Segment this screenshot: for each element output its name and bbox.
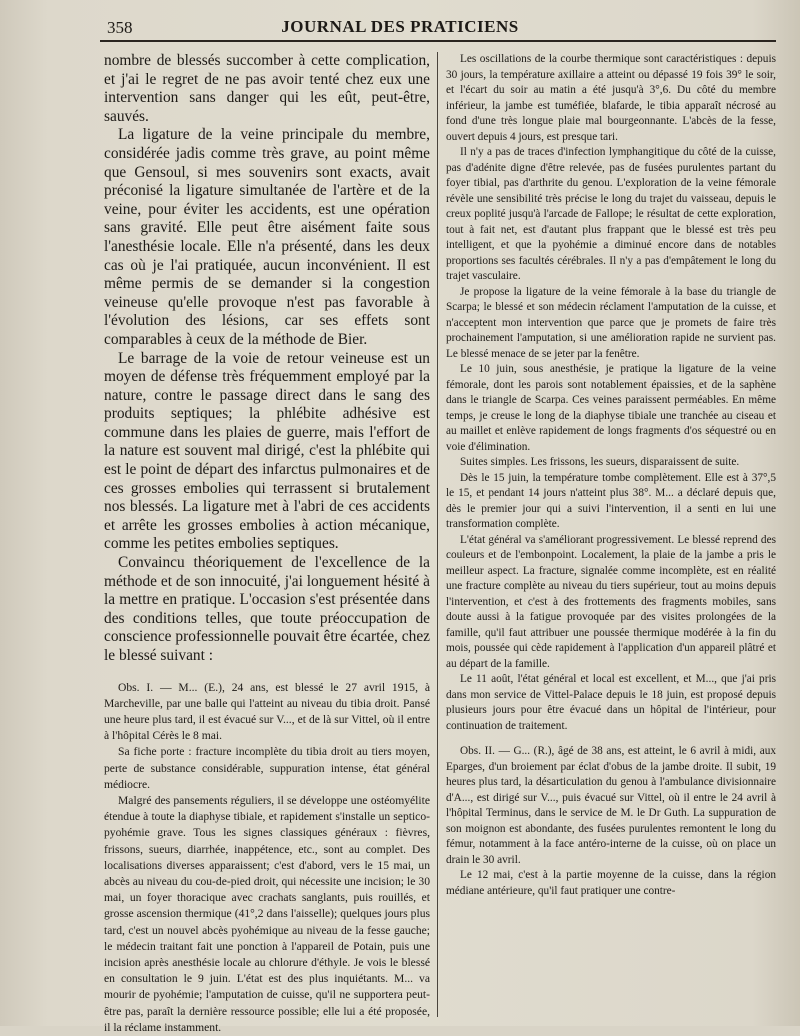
column-divider xyxy=(437,52,438,1017)
observation-paragraph: Malgré des pansements réguliers, il se développe une ostéomyélite étendue à toute la diaphyse tibiale, et rapidement s'installe un septico-pyohémie grave. Tous les signes classiques généraux : fièvres, frissons, sueurs, diarrhée, inappétence, etc., sont au complet. Des localisations diverses apparaissent; c'est d'abord, vers le 15 mai, un abcès au niveau du cou-de-pied droit, qui nécessite une incision; le 30 mai, un foyer thoracique avec crachats sanglants, puis rouillés, et grosse ascension thermique (41°,2 dans l'aisselle); quelques jours plus tard, c'est un nouvel abcès pyohémique au niveau de la fesse gauche; le médecin traitant fait une ponction à l'appareil de Potain, puis une incision après anesthésie locale au chlorure d'éthyle. Je vois le blessé en consultation le 9 juin. L'état est des plus inquiétants. M... va mourir de pyohémie; l'amputation de cuisse, qu'il ne supportera peut-être pas, paraît la dernière ressource possible; elle lui a été proposée, il la réclame instamment. xyxy=(104,794,430,1034)
observation-paragraph: Je propose la ligature de la veine fémorale à la base du triangle de Scarpa; le blessé et son médecin réclament l'amputation de la cuisse, et n'acceptent mon intervention que parce que je promets de faire très prochainement l'amputation, si une amélioration rapide ne survient pas. Le blessé menace de se jeter par la fenêtre. xyxy=(446,285,776,360)
spacer xyxy=(104,666,430,680)
body-paragraph: La ligature de la veine principale du membre, considérée jadis comme très grave, au point même que Gensoul, si mes souvenirs sont exacts, avait préconisé la ligature simultanée de l'artère et de la veine, pour éviter les accidents, est une opération sans gravité. Elle peut être aisément faite sous l'anesthésie locale. Elle n'a présenté, dans les deux cas où je l'ai pratiquée, aucun inconvénient. Il est même permis de se demander si la congestion veineuse qu'elle provoque n'est pas favorable à l'évolution des lésions, car ses effets sont comparables à ceux de la méthode de Bier. xyxy=(104,126,430,348)
observation-paragraph: Suites simples. Les frissons, les sueurs, disparaissent de suite. xyxy=(460,456,740,468)
body-paragraph: Convaincu théoriquement de l'excellence de la méthode et de son innocuité, j'ai longuement hésité à la mettre en pratique. L'occasion s'est présentée dans des conditions telles, que toute préoccupation de conscience professionnelle pouvait être écartée, chez le blessé suivant : xyxy=(104,554,430,664)
observation-paragraph: Obs. II. — G... (R.), âgé de 38 ans, est atteint, le 6 avril à midi, aux Eparges, d'un broiement par éclat d'obus de la jambe droite. Il subit, 19 heures plus tard, la désarticulation du genou à l'ambulance divisionnaire d'A..., est dirigé sur V..., puis évacué sur Vittel, où il entre le 24 avril à l'hôpital Terminus, dans le service de M. le Dr Guth. La suppuration de son moignon est abondante, des fusées purulentes remontent le long du fémur, notamment à la face antéro-interne de la cuisse, où on place un drain le 30 avril. xyxy=(446,745,776,866)
observation-paragraph: L'état général va s'améliorant progressivement. Le blessé reprend des couleurs et de l'embonpoint. Localement, la plaie de la jambe a pris le meilleur aspect. La fracture, signalée comme incomplète, est en réalité une fracture complète au niveau du tiers supérieur, tout au moins depuis l'intervention, et c'est à des frottements des fragments mobiles, sans doute aussi à la fatigue provoquée par des visites prolongées de la famille, qu'il faut attribuer une poussée thermique modérée à la fin du mois, poussée qui cède rapidement à l'application d'un appareil plâtré et au départ de la famille. xyxy=(446,533,776,670)
observation-paragraph: Dès le 15 juin, la température tombe complètement. Elle est à 37°,5 le 15, et pendant 14 jours n'atteint plus 38°. M... a déclaré depuis que, dès le premier jour qui a suivi l'intervention, il a senti en lui une transformation complète. xyxy=(446,471,776,530)
left-column xyxy=(104,52,430,1034)
observation-paragraph: Sa fiche porte : fracture incomplète du tibia droit au tiers moyen, perte de substance considérable, suppuration intense, état général médiocre. xyxy=(104,745,430,791)
page-number: 358 xyxy=(107,18,133,37)
observation-paragraph: Obs. I. — M... (E.), 24 ans, est blessé le 27 avril 1915, à Marcheville, par une balle qui l'atteint au niveau du tibia droit. Pansé une heure plus tard, il est évacué sur V..., et de là sur Vittel, où il entre à l'hôpital Cérès le 8 mai. xyxy=(104,680,430,743)
spacer xyxy=(446,734,776,744)
page-header xyxy=(0,14,800,40)
observation-paragraph: Le 12 mai, c'est à la partie moyenne de la cuisse, dans la région médiane antérieure, qu'il faut pratiquer une contre- xyxy=(446,869,776,897)
body-paragraph: nombre de blessés succomber à cette complication, et j'ai le regret de ne pas avoir tenté chez eux une intervention sans danger qui les eût, peut-être, sauvés. xyxy=(104,52,430,125)
body-paragraph: Le barrage de la voie de retour veineuse est un moyen de défense très fréquemment employé par la nature, contre le passage direct dans le sang des produits septiques; la phlébite adhésive est commune dans les plaies de guerre, mais l'effort de la nature est souvent mal dirigé, c'est la phlébite qui est le point de départ des infarctus pulmonaires et de ces grosses embolies qui terrassent si brutalement nos blessés. La ligature met à l'abri de ces accidents et arrête les grosses embolies à action mécanique, comme les petites embolies septiques. xyxy=(104,349,430,553)
header-rule xyxy=(100,40,776,42)
right-column xyxy=(446,52,776,1022)
observation-paragraph: Il n'y a pas de traces d'infection lymphangitique du côté de la cuisse, pas d'adénite digne d'être relevée, pas de fusées purulentes partant du foyer tibial, pas d'arthrite du genou. L'exploration de la veine fémorale révèle une sensibilité très précise le long du trajet du vaisseau, depuis le creux poplité jusqu'à l'arcade de Fallope; le résultat de cette exploration, tout à fait net, est d'autant plus frappant que le blessé est très peu intelligent, et que la pyohémie a diminué encore dans de notables proportions ses facultés cérébrales. Il n'y a pas d'empâtement le long du trajet vasculaire. xyxy=(446,146,776,282)
observation-paragraph: Les oscillations de la courbe thermique sont caractéristiques : depuis 30 jours, la température axillaire a atteint ou dépassé 19 fois 39° le soir, et l'écart du soir au matin a été jusqu'à 3°,6. Du côté du membre inférieur, la jambe est tuméfiée, blafarde, le tibia apparaît nécrosé au fond d'une très longue plaie mal bourgeonnante. L'abcès de la fesse, ouvert depuis 4 jours, est presque tari. xyxy=(446,53,776,143)
observation-paragraph: Le 10 juin, sous anesthésie, je pratique la ligature de la veine fémorale, dont les parois sont notablement épaissies, et de la saphène dans le triangle de Scarpa. Ces veines paraissent perméables. En même temps, je creuse le long de la diaphyse tibiale une tranchée au ciseau et au maillet et enlève rapidement de longs fragments d'os séquestré ou en voie d'élimination. xyxy=(446,363,776,453)
observation-paragraph: Le 11 août, l'état général et local est excellent, et M..., que j'ai pris dans mon service de Vittel-Palace depuis le 18 juin, est proposé depuis plusieurs jours pour être évacué dans un hôpital de l'intérieur, pour continuation de traitement. xyxy=(446,673,776,732)
running-title: JOURNAL DES PRATICIENS xyxy=(281,17,519,36)
